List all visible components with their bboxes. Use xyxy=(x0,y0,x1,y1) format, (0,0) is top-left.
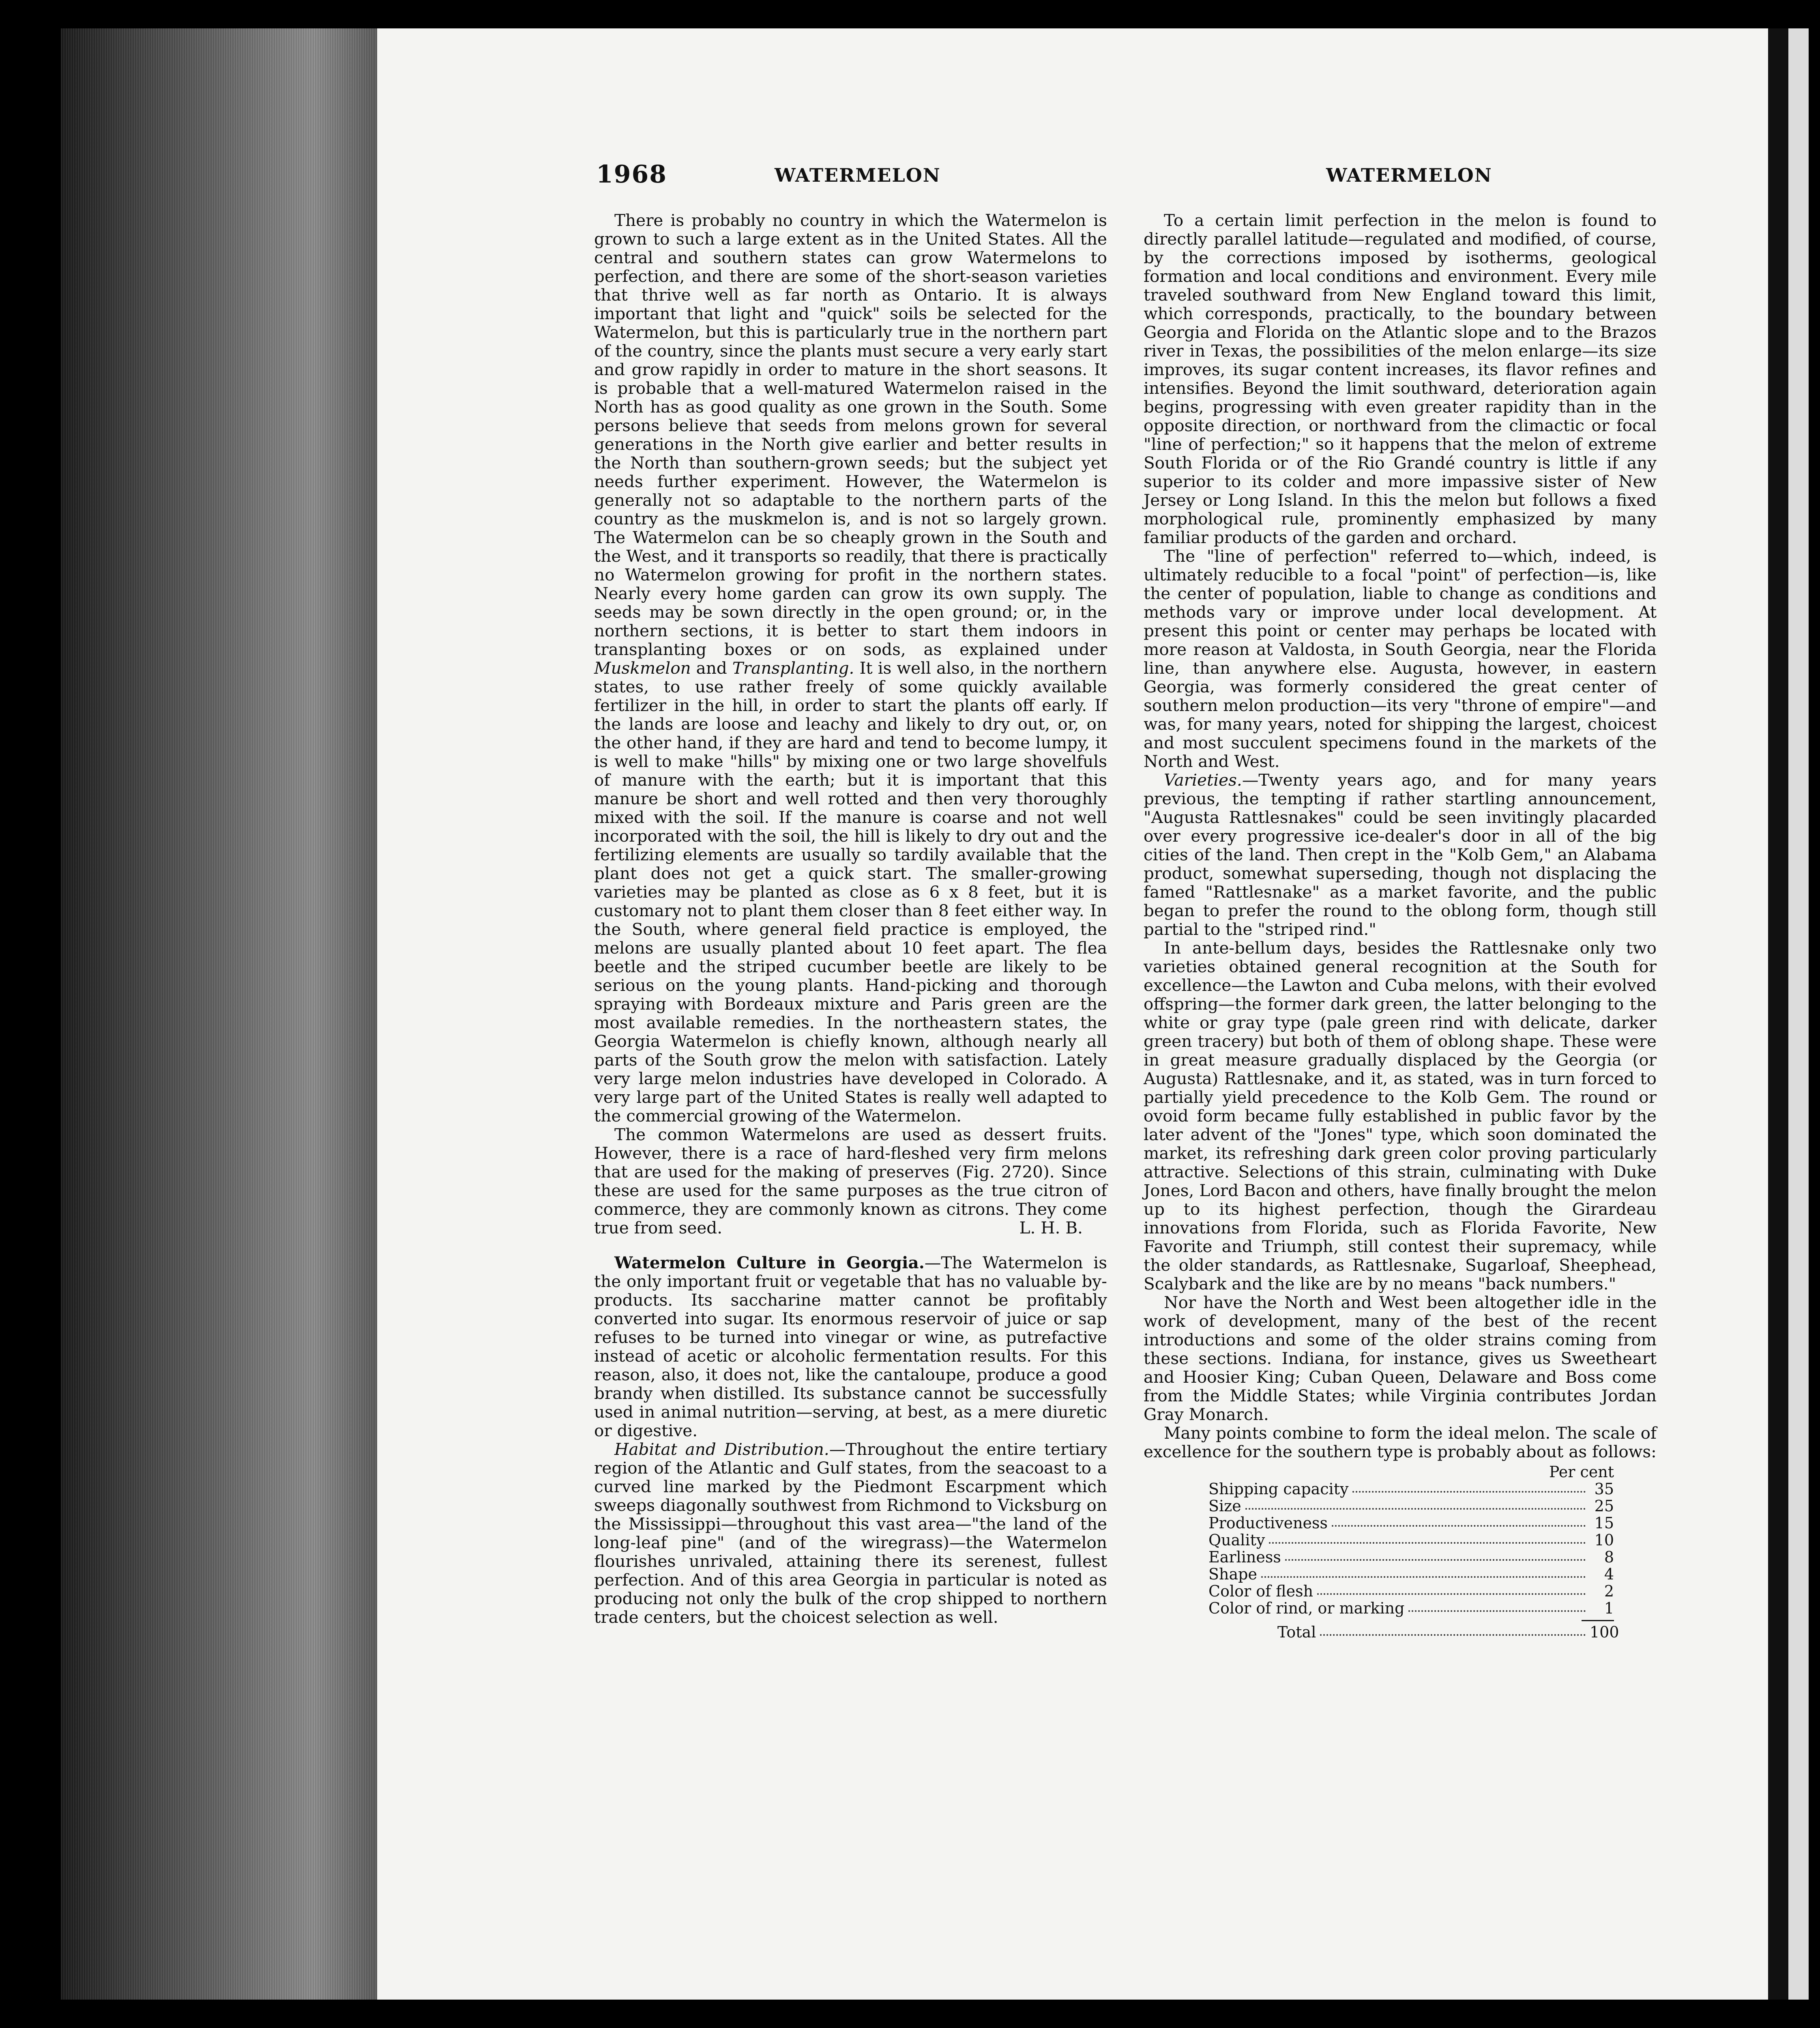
paragraph: The common Watermelons are used as dessert fruits. However, there is a race of hard-fleshed very firm melons that are used for the making of preserves (Fig. 2720). Since these are used for the same purposes as the true citron of commerce, they are commonly known as citrons. They come true from seed. L. H. B. xyxy=(594,1125,1107,1237)
page-number: 1968 xyxy=(596,160,667,189)
scale-of-excellence-table xyxy=(1208,1463,1619,1641)
facing-page-edge xyxy=(1788,28,1809,2000)
row-label: Shape xyxy=(1208,1565,1257,1583)
right-column xyxy=(1144,211,1657,1641)
book-page-edge xyxy=(61,28,377,2000)
table-row xyxy=(1208,1583,1614,1600)
running-head-left: WATERMELON xyxy=(775,164,941,186)
paragraph: To a certain limit perfection in the melon is found to directly parallel latitude—regulated and modified, of course, by the corrections imposed by isotherms, geological formation and local conditions and environment. Every mile traveled southward from New England toward this limit, which corresponds, practically, to the boundary between Georgia and Florida on the Atlantic slope and to the Brazos river in Texas, the possibilities of the melon enlarge—its size improves, its sugar content increases, its flavor refines and intensifies. Beyond the limit southward, deterioration again begins, progressing with even greater rapidity than in the opposite direction, or northward from the climactic or focal "line of perfection;" so it happens that the melon of extreme South Florida or of the Rio Grandé country is little if any superior to its colder and more impassive sister of New Jersey or Long Island. In this the melon but follows a fixed morphological rule, prominently emphasized by many familiar products of the garden and orchard. xyxy=(1144,211,1657,547)
row-label: Shipping capacity xyxy=(1208,1480,1349,1498)
table-row xyxy=(1208,1600,1614,1617)
table-row xyxy=(1208,1515,1614,1532)
table-header: Per cent xyxy=(1549,1463,1614,1481)
running-head-right: WATERMELON xyxy=(1326,164,1492,186)
row-value: 1 xyxy=(1604,1599,1614,1617)
paragraph: Nor have the North and West been altogether idle in the work of development, many of the best of the recent introductions and some of the older strains coming from these sections. Indiana, for instance, gives us Sweetheart and Hoosier King; Cuban Queen, Delaware and Boss come from the Middle States; while Virginia contributes Jordan Gray Monarch. xyxy=(1144,1293,1657,1424)
row-value: 4 xyxy=(1604,1565,1614,1583)
row-label: Earliness xyxy=(1208,1548,1281,1566)
leader-dots xyxy=(1285,1549,1586,1561)
paragraph: The "line of perfection" referred to—which, indeed, is ultimately reducible to a focal "point" of perfection—is, like the center of population, liable to change as conditions and methods vary or improve under local development. At present this point or center may perhaps be located with more reason at Valdosta, in South Georgia, near the Florida line, than anywhere else. Augusta, however, in eastern Georgia, was formerly considered the great center of southern melon production—its very "throne of empire"—and was, for many years, noted for shipping the largest, choicest and most succulent specimens found in the markets of the North and West. xyxy=(1144,546,1657,771)
paragraph: Watermelon Culture in Georgia.—The Watermelon is the only important fruit or vegetable that has no valuable by-products. Its saccharine matter cannot be profitably converted into sugar. Its enormous reservoir of juice or sap refuses to be turned into vinegar or wine, as putrefactive instead of acetic or alcoholic fermentation results. For this reason, also, it does not, like the cantaloupe, produce a good brandy when distilled. Its substance cannot be successfully used in animal nutrition—serving, at best, as a mere diuretic or digestive. xyxy=(594,1253,1107,1440)
table-row xyxy=(1208,1497,1614,1515)
total-label: Total xyxy=(1277,1623,1316,1641)
leader-dots xyxy=(1269,1532,1586,1544)
subsection-heading: Habitat and Distribution. xyxy=(614,1439,829,1459)
row-value: 10 xyxy=(1594,1531,1614,1549)
leader-dots xyxy=(1261,1566,1586,1578)
total-value: 100 xyxy=(1590,1623,1619,1641)
row-label: Color of rind, or marking xyxy=(1208,1599,1405,1617)
row-value: 2 xyxy=(1604,1582,1614,1600)
row-value: 35 xyxy=(1594,1480,1614,1498)
table-row xyxy=(1208,1532,1614,1549)
leader-dots xyxy=(1320,1624,1586,1636)
cross-reference: Muskmelon xyxy=(594,658,691,678)
table-row xyxy=(1208,1549,1614,1566)
subsection-heading: Varieties. xyxy=(1164,770,1242,790)
paragraph: In ante-bellum days, besides the Rattlesnake only two varieties obtained general recognition at the South for excellence—the Lawton and Cuba melons, with their evolved offspring—the former dark green, the latter belonging to the white or gray type (pale green rind with delicate, darker green tracery) but both of them of oblong shape. These were in great measure gradually displaced by the Georgia (or Augusta) Rattlesnake, and it, as stated, was in turn forced to partially yield precedence to the Kolb Gem. The round or ovoid form became fully established in public favor by the later advent of the "Jones" type, which soon dominated the market, its refreshing dark green color proving particularly attractive. Selections of this strain, culminating with Duke Jones, Lord Bacon and others, have finally brought the melon up to its highest perfection, though the Girardeau innovations from Florida, such as Florida Favorite, New Favorite and Triumph, still contest their supremacy, while the older standards, as Rattlesnake, Sugarloaf, Sheephead, Scalybark and the like are by no means "back numbers." xyxy=(1144,938,1657,1293)
cross-reference: Transplanting. xyxy=(732,658,854,678)
leader-dots xyxy=(1317,1583,1586,1595)
row-label: Color of flesh xyxy=(1208,1582,1313,1600)
total-rule xyxy=(1582,1620,1614,1621)
facing-page-gutter xyxy=(1768,28,1788,2000)
leader-dots xyxy=(1245,1497,1586,1510)
section-heading: Watermelon Culture in Georgia. xyxy=(614,1253,925,1272)
row-label: Productiveness xyxy=(1208,1514,1328,1532)
left-column xyxy=(594,211,1107,1626)
table-total-row xyxy=(1208,1623,1619,1641)
row-value: 15 xyxy=(1594,1514,1614,1532)
row-label: Size xyxy=(1208,1497,1241,1515)
paragraph: Habitat and Distribution.—Throughout the entire tertiary region of the Atlantic and Gulf states, from the seacoast to a curved line marked by the Piedmont Escarpment which sweeps diagonally southwest from Richmond to Vicksburg on the Mississippi—throughout this vast area—"the land of the long-leaf pine" (and of the wiregrass)—the Watermelon flourishes unrivaled, attaining there its serenest, fullest perfection. And of this area Georgia in particular is noted as producing not only the bulk of the crop shipped to northern trade centers, but the choicest selection as well. xyxy=(594,1439,1107,1627)
table-row xyxy=(1208,1566,1614,1583)
paragraph: There is probably no country in which the Watermelon is grown to such a large extent as in the United States. All the central and southern states can grow Watermelons to perfection, and there are some of the short-season varieties that thrive well as far north as Ontario. It is always important that light and "quick" soils be selected for the Watermelon, but this is particularly true in the northern part of the country, since the plants must secure a very early start and grow rapidly in order to mature in the short seasons. It is probable that a well-matured Watermelon raised in the North has as good quality as one grown in the South. Some persons believe that seeds from melons grown for several generations in the North give earlier and better results in the North than southern-grown seeds; but the subject yet needs further experiment. However, the Watermelon is generally not so adaptable to the northern parts of the country as the muskmelon is, and is not so largely grown. The Watermelon can be so cheaply grown in the South and the West, and it transports so readily, that there is practically no Watermelon growing for profit in the northern states. Nearly every home garden can grow its own supply. The seeds may be sown directly in the open ground; or, in the northern sections, it is better to start them indoors in transplanting boxes or on sods, as explained under Muskmelon and Transplanting. It is well also, in the northern states, to use rather freely of some quickly available fertilizer in the hill, in order to start the plants off early. If the lands are loose and leachy and likely to dry out, or, on the other hand, if they are hard and tend to become lumpy, it is well to make "hills" by mixing one or two large shovelfuls of manure with the earth; but it is important that this manure be short and well rotted and then very thoroughly mixed with the soil. If the manure is coarse and not well incorporated with the soil, the hill is likely to dry out and the fertilizing elements are usually so tardily available that the plant does not get a quick start. The smaller-growing varieties may be planted as close as 6 x 8 feet, but it is customary not to plant them closer than 8 feet either way. In the South, where general field practice is employed, the melons are usually planted about 10 feet apart. The flea beetle and the striped cucumber beetle are likely to be serious on the young plants. Hand-picking and thorough spraying with Bordeaux mixture and Paris green are the most available remedies. In the northeastern states, the Georgia Watermelon is chiefly known, although nearly all parts of the South grow the melon with satisfaction. Lately very large melon industries have developed in Colorado. A very large part of the United States is really well adapted to the commercial growing of the Watermelon. xyxy=(594,211,1107,1126)
row-label: Quality xyxy=(1208,1531,1265,1549)
section-gap xyxy=(594,1237,1107,1253)
leader-dots xyxy=(1332,1515,1586,1527)
table-row xyxy=(1208,1480,1614,1497)
row-value: 25 xyxy=(1594,1497,1614,1515)
author-signature: L. H. B. xyxy=(1019,1218,1083,1237)
table-body xyxy=(1208,1480,1614,1617)
leader-dots xyxy=(1408,1600,1586,1612)
row-value: 8 xyxy=(1604,1548,1614,1566)
paragraph: Varieties.—Twenty years ago, and for many years previous, the tempting if rather startling announcement, "Augusta Rattlesnakes" could be seen invitingly placarded over every progressive ice-dealer's door in all of the big cities of the land. Then crept in the "Kolb Gem," an Alabama product, somewhat superseding, though not displacing the famed "Rattlesnake" as a market favorite, and the public began to prefer the round to the oblong form, though still partial to the "striped rind." xyxy=(1144,770,1657,939)
leader-dots xyxy=(1352,1480,1586,1493)
paragraph: Many points combine to form the ideal melon. The scale of excellence for the southern type is probably about as follows: xyxy=(1144,1423,1657,1461)
